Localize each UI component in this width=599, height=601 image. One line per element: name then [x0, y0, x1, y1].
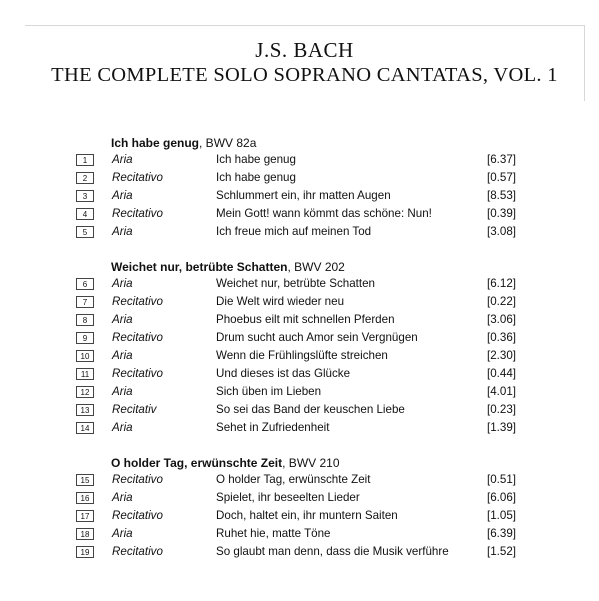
track-type: Aria — [112, 225, 133, 238]
track-duration: [1.39] — [487, 421, 517, 434]
track-title: Drum sucht auch Amor sein Vergnügen — [216, 331, 418, 344]
work-bwv: , BWV 202 — [287, 260, 345, 274]
track-row — [0, 490, 599, 508]
track-title: Ich habe genug — [216, 153, 296, 166]
track-duration: [0.57] — [487, 171, 517, 184]
track-type: Recitativo — [112, 367, 163, 380]
track-type: Aria — [112, 349, 133, 362]
track-type: Recitativo — [112, 545, 163, 558]
track-number: 2 — [76, 172, 94, 184]
track-title: Weichet nur, betrübte Schatten — [216, 277, 375, 290]
track-number: 10 — [76, 350, 94, 362]
header — [25, 25, 585, 101]
track-title: Schlummert ein, ihr matten Augen — [216, 189, 391, 202]
track-number: 8 — [76, 314, 94, 326]
track-title: Doch, haltet ein, ihr muntern Saiten — [216, 509, 398, 522]
track-duration: [0.51] — [487, 473, 517, 486]
track-row — [0, 294, 599, 312]
track-type: Aria — [112, 491, 133, 504]
track-type: Aria — [112, 153, 133, 166]
track-row — [0, 366, 599, 384]
work-heading — [111, 136, 256, 150]
track-title: Ruhet hie, matte Töne — [216, 527, 331, 540]
track-number: 3 — [76, 190, 94, 202]
track-type: Recitativ — [112, 403, 157, 416]
track-number: 17 — [76, 510, 94, 522]
track-type: Aria — [112, 527, 133, 540]
track-number: 12 — [76, 386, 94, 398]
track-duration: [3.08] — [487, 225, 517, 238]
track-row — [0, 224, 599, 242]
track-type: Aria — [112, 385, 133, 398]
work-title: O holder Tag, erwünschte Zeit — [111, 456, 283, 470]
track-type: Aria — [112, 189, 133, 202]
track-number: 18 — [76, 528, 94, 540]
track-row — [0, 384, 599, 402]
track-number: 14 — [76, 422, 94, 434]
track-number: 4 — [76, 208, 94, 220]
track-number: 16 — [76, 492, 94, 504]
track-title: Spielet, ihr beseelten Lieder — [216, 491, 360, 504]
track-row — [0, 508, 599, 526]
track-duration: [6.12] — [487, 277, 517, 290]
track-title: So glaubt man denn, dass die Musik verführe — [216, 545, 449, 558]
track-title: O holder Tag, erwünschte Zeit — [216, 473, 371, 486]
work-title: Weichet nur, betrübte Schatten — [111, 260, 288, 274]
track-number: 5 — [76, 226, 94, 238]
track-number: 1 — [76, 154, 94, 166]
track-row — [0, 276, 599, 294]
track-row — [0, 188, 599, 206]
track-duration: [0.22] — [487, 295, 517, 308]
track-number: 11 — [76, 368, 94, 380]
work-bwv: , BWV 210 — [282, 456, 340, 470]
track-duration: [2.30] — [487, 349, 517, 362]
track-duration: [0.39] — [487, 207, 517, 220]
track-number: 13 — [76, 404, 94, 416]
track-number: 6 — [76, 278, 94, 290]
track-number: 7 — [76, 296, 94, 308]
track-type: Recitativo — [112, 295, 163, 308]
track-type: Aria — [112, 421, 133, 434]
track-duration: [1.52] — [487, 545, 517, 558]
track-title: Ich habe genug — [216, 171, 296, 184]
track-row — [0, 330, 599, 348]
track-type: Aria — [112, 313, 133, 326]
track-duration: [8.53] — [487, 189, 517, 202]
track-title: Mein Gott! wann kömmt das schöne: Nun! — [216, 207, 432, 220]
track-number: 15 — [76, 474, 94, 486]
track-number: 19 — [76, 546, 94, 558]
track-duration: [0.36] — [487, 331, 517, 344]
composer-title: J.S. BACH — [255, 38, 354, 62]
track-type: Recitativo — [112, 171, 163, 184]
track-duration: [6.39] — [487, 527, 517, 540]
track-duration: [0.44] — [487, 367, 517, 380]
track-row — [0, 170, 599, 188]
track-type: Recitativo — [112, 207, 163, 220]
track-row — [0, 526, 599, 544]
track-title: Sehet in Zufriedenheit — [216, 421, 330, 434]
track-title: Die Welt wird wieder neu — [216, 295, 345, 308]
work-heading — [111, 456, 340, 470]
track-title: Und dieses ist das Glücke — [216, 367, 351, 380]
track-type: Aria — [112, 277, 133, 290]
track-type: Recitativo — [112, 473, 163, 486]
track-title: So sei das Band der keuschen Liebe — [216, 403, 405, 416]
track-row — [0, 544, 599, 562]
work-bwv: , BWV 82a — [199, 136, 257, 150]
track-number: 9 — [76, 332, 94, 344]
album-title: THE COMPLETE SOLO SOPRANO CANTATAS, VOL. 1 — [51, 64, 558, 86]
work-heading — [111, 260, 345, 274]
track-duration: [6.37] — [487, 153, 517, 166]
track-title: Ich freue mich auf meinen Tod — [216, 225, 372, 238]
track-duration: [3.06] — [487, 313, 517, 326]
track-type: Recitativo — [112, 331, 163, 344]
track-row — [0, 152, 599, 170]
track-row — [0, 472, 599, 490]
track-row — [0, 420, 599, 438]
track-duration: [0.23] — [487, 403, 517, 416]
track-duration: [1.05] — [487, 509, 517, 522]
track-row — [0, 402, 599, 420]
track-row — [0, 206, 599, 224]
track-type: Recitativo — [112, 509, 163, 522]
track-row — [0, 312, 599, 330]
track-duration: [4.01] — [487, 385, 517, 398]
track-title: Sich üben im Lieben — [216, 385, 322, 398]
track-duration: [6.06] — [487, 491, 517, 504]
track-title: Phoebus eilt mit schnellen Pferden — [216, 313, 395, 326]
work-title: Ich habe genug — [111, 136, 200, 150]
track-title: Wenn die Frühlingslüfte streichen — [216, 349, 388, 362]
track-row — [0, 348, 599, 366]
